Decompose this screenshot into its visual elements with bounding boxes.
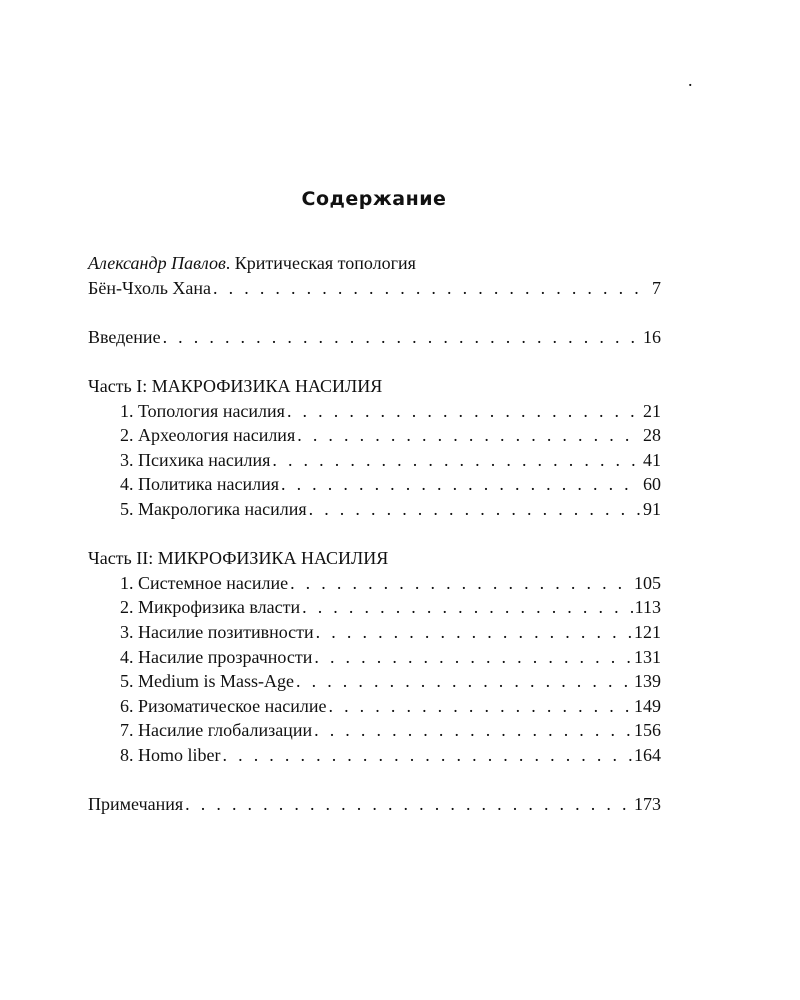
page-number: 16 <box>643 326 661 347</box>
dot-leader <box>287 399 641 424</box>
part-heading-1: Часть I: МАКРОФИЗИКА НАСИЛИЯ <box>88 375 383 396</box>
dot-leader <box>297 423 641 448</box>
dot-leader <box>185 792 632 817</box>
toc-entry-part2-ch3[interactable] <box>88 620 661 645</box>
entry-label: 3. Психика насилия <box>120 449 271 470</box>
page-number: 149 <box>634 695 661 716</box>
foreword-title-part2: Бён-Чхоль Хана <box>88 277 212 298</box>
toc-entry-part1-ch2[interactable] <box>88 423 661 448</box>
page-number: 28 <box>643 425 661 446</box>
dot-leader <box>163 325 641 350</box>
page-number: 7 <box>652 277 661 298</box>
dot-leader <box>213 276 650 301</box>
toc-entry-part2-ch7[interactable] <box>88 718 661 743</box>
entry-label: 4. Насилие прозрачности <box>120 646 313 667</box>
page-title: Содержание <box>301 188 447 210</box>
entry-label: 1. Системное насилие <box>120 572 289 593</box>
toc-entry-foreword-line2[interactable] <box>88 276 661 301</box>
page-number: 21 <box>643 400 661 421</box>
page-number: 139 <box>634 671 661 692</box>
toc-entry-part1-ch4[interactable] <box>88 472 661 497</box>
toc-entry-part2-ch8[interactable] <box>88 743 661 768</box>
entry-label: 5. Макрологика насилия <box>120 498 307 519</box>
dot-leader <box>272 448 641 473</box>
foreword-author: Александр Павлов <box>88 253 226 273</box>
entry-label: 6. Ризоматическое насилие <box>120 695 327 716</box>
dot-leader <box>314 718 632 743</box>
entry-label: 4. Политика насилия <box>120 474 279 495</box>
spacer <box>88 767 661 792</box>
page-number: 91 <box>643 498 661 519</box>
page-number: 105 <box>634 572 661 593</box>
table-of-contents <box>88 251 661 817</box>
toc-entry-foreword-line1[interactable] <box>88 251 661 276</box>
toc-entry-part1-ch3[interactable] <box>88 448 661 473</box>
entry-label: 7. Насилие глобализации <box>120 720 313 741</box>
page-number: 113 <box>634 597 661 618</box>
spacer <box>88 300 661 325</box>
toc-entry-part1-ch1[interactable] <box>88 399 661 424</box>
dot-leader <box>281 472 641 497</box>
page-number: 164 <box>634 744 661 765</box>
entry-label: Введение <box>88 326 161 347</box>
toc-entry-part2-ch2[interactable] <box>88 595 661 620</box>
toc-entry-part1-ch5[interactable] <box>88 497 661 522</box>
entry-label: 2. Микрофизика власти <box>120 597 301 618</box>
entry-label: 5. Medium is Mass-Age <box>120 671 294 692</box>
entry-label: 2. Археология насилия <box>120 425 296 446</box>
spacer <box>88 349 661 374</box>
page-mark: . <box>688 70 693 90</box>
spacer <box>88 522 661 547</box>
dot-leader <box>302 595 633 620</box>
entry-label: 8. Homo liber <box>120 744 221 765</box>
dot-leader <box>328 694 632 719</box>
entry-label: 1. Топология насилия <box>120 400 285 421</box>
page-number: 41 <box>643 449 661 470</box>
toc-entry-part2-ch1[interactable] <box>88 571 661 596</box>
toc-entry-part2-ch6[interactable] <box>88 694 661 719</box>
foreword-title-part1: . Критическая топология <box>225 253 416 273</box>
dot-leader <box>314 645 632 670</box>
dot-leader <box>316 620 632 645</box>
page-number: 173 <box>634 794 661 815</box>
page-number: 131 <box>634 646 661 667</box>
dot-leader <box>223 743 633 768</box>
dot-leader <box>290 571 632 596</box>
entry-label: 3. Насилие позитивности <box>120 621 314 642</box>
dot-leader <box>296 669 632 694</box>
page-number: 156 <box>634 720 661 741</box>
page-number: 60 <box>643 474 661 495</box>
toc-entry-introduction[interactable] <box>88 325 661 350</box>
dot-leader <box>309 497 641 522</box>
toc-entry-part2-ch4[interactable] <box>88 645 661 670</box>
toc-entry-notes[interactable] <box>88 792 661 817</box>
toc-entry-part2-ch5[interactable] <box>88 669 661 694</box>
page-number: 121 <box>634 621 661 642</box>
part-heading-2: Часть II: МИКРОФИЗИКА НАСИЛИЯ <box>88 548 389 569</box>
entry-label: Примечания <box>88 794 184 815</box>
